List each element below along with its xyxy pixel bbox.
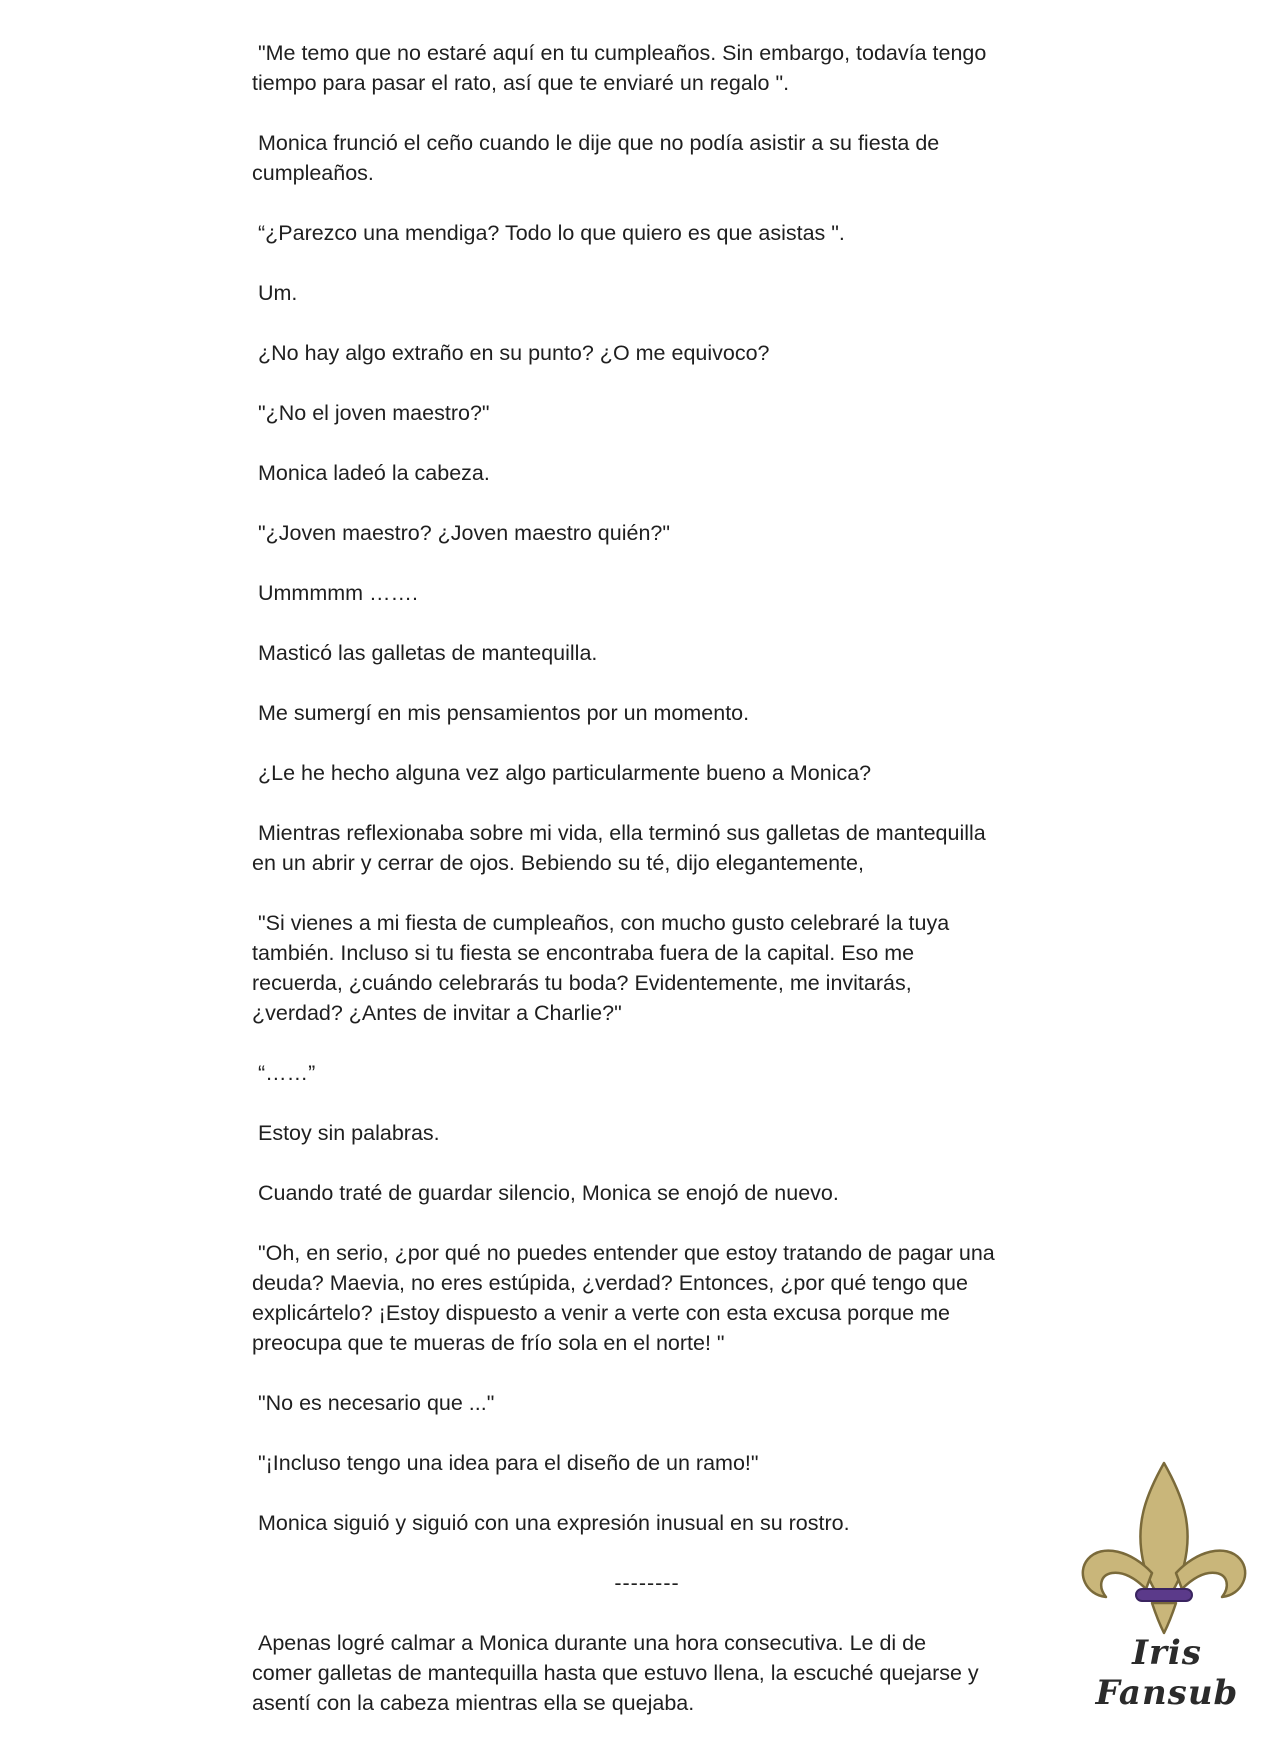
paragraph: "Si vienes a mi fiesta de cumpleaños, con mucho gusto celebraré la tuya también. Incluso si tu fiesta se encontraba fuera de la capital. Eso me recuerda, ¿cuándo celebrarás tu boda? Evidentemente, me invitarás, ¿verdad? ¿Antes de invitar a Charlie?" — [252, 911, 950, 1025]
section-separator: -------- — [614, 1571, 680, 1595]
fleur-de-lis-icon — [1072, 1455, 1257, 1635]
paragraph: Apenas logré calmar a Monica durante una hora consecutiva. Le di de comer galletas de mantequilla hasta que estuvo llena, la escuché quejarse y asentí con la cabeza mientras ella se quejaba. — [252, 1631, 979, 1715]
paragraph: Monica frunció el ceño cuando le dije que no podía asistir a su fiesta de cumpleaños. — [252, 131, 940, 185]
paragraph: "Oh, en serio, ¿por qué no puedes entender que estoy tratando de pagar una deuda? Maevia, no eres estúpida, ¿verdad? Entonces, ¿por qué tengo que explicártelo? ¡Estoy dispuesto a venir a verte con esta excusa porque me preocupa que te mueras de frío sola en el norte! " — [252, 1241, 995, 1355]
paragraph: Monica ladeó la cabeza. — [252, 461, 490, 485]
paragraph: "¡Incluso tengo una idea para el diseño de un ramo!" — [252, 1451, 759, 1475]
paragraph: ¿No hay algo extraño en su punto? ¿O me equivoco? — [252, 341, 770, 365]
document-body — [252, 38, 1042, 1748]
paragraph: Masticó las galletas de mantequilla. — [252, 641, 598, 665]
watermark-text: Iris Fansub — [1095, 1633, 1239, 1713]
paragraph: "¿No el joven maestro?" — [252, 401, 490, 425]
paragraph: “¿Parezco una mendiga? Todo lo que quiero es que asistas ". — [252, 221, 845, 245]
paragraph: Um. — [252, 281, 298, 305]
paragraph: Me sumergí en mis pensamientos por un momento. — [252, 701, 750, 725]
paragraph: Mientras reflexionaba sobre mi vida, ella terminó sus galletas de mantequilla en un abrir y cerrar de ojos. Bebiendo su té, dijo elegantemente, — [252, 821, 986, 875]
paragraph: Estoy sin palabras. — [252, 1121, 440, 1145]
paragraph: "¿Joven maestro? ¿Joven maestro quién?" — [252, 521, 670, 545]
paragraph: Cuando traté de guardar silencio, Monica se enojó de nuevo. — [252, 1181, 839, 1205]
paragraph: Ummmmm ……. — [252, 581, 418, 605]
paragraph: ¿Le he hecho alguna vez algo particularmente bueno a Monica? — [252, 761, 872, 785]
paragraph: "Me temo que no estaré aquí en tu cumpleaños. Sin embargo, todavía tengo tiempo para pasar el rato, así que te enviaré un regalo ". — [252, 41, 987, 95]
paragraph: “……” — [252, 1061, 316, 1085]
paragraph: Monica siguió y siguió con una expresión inusual en su rostro. — [252, 1511, 850, 1535]
watermark — [1072, 1455, 1257, 1713]
paragraph: "No es necesario que ..." — [252, 1391, 495, 1415]
